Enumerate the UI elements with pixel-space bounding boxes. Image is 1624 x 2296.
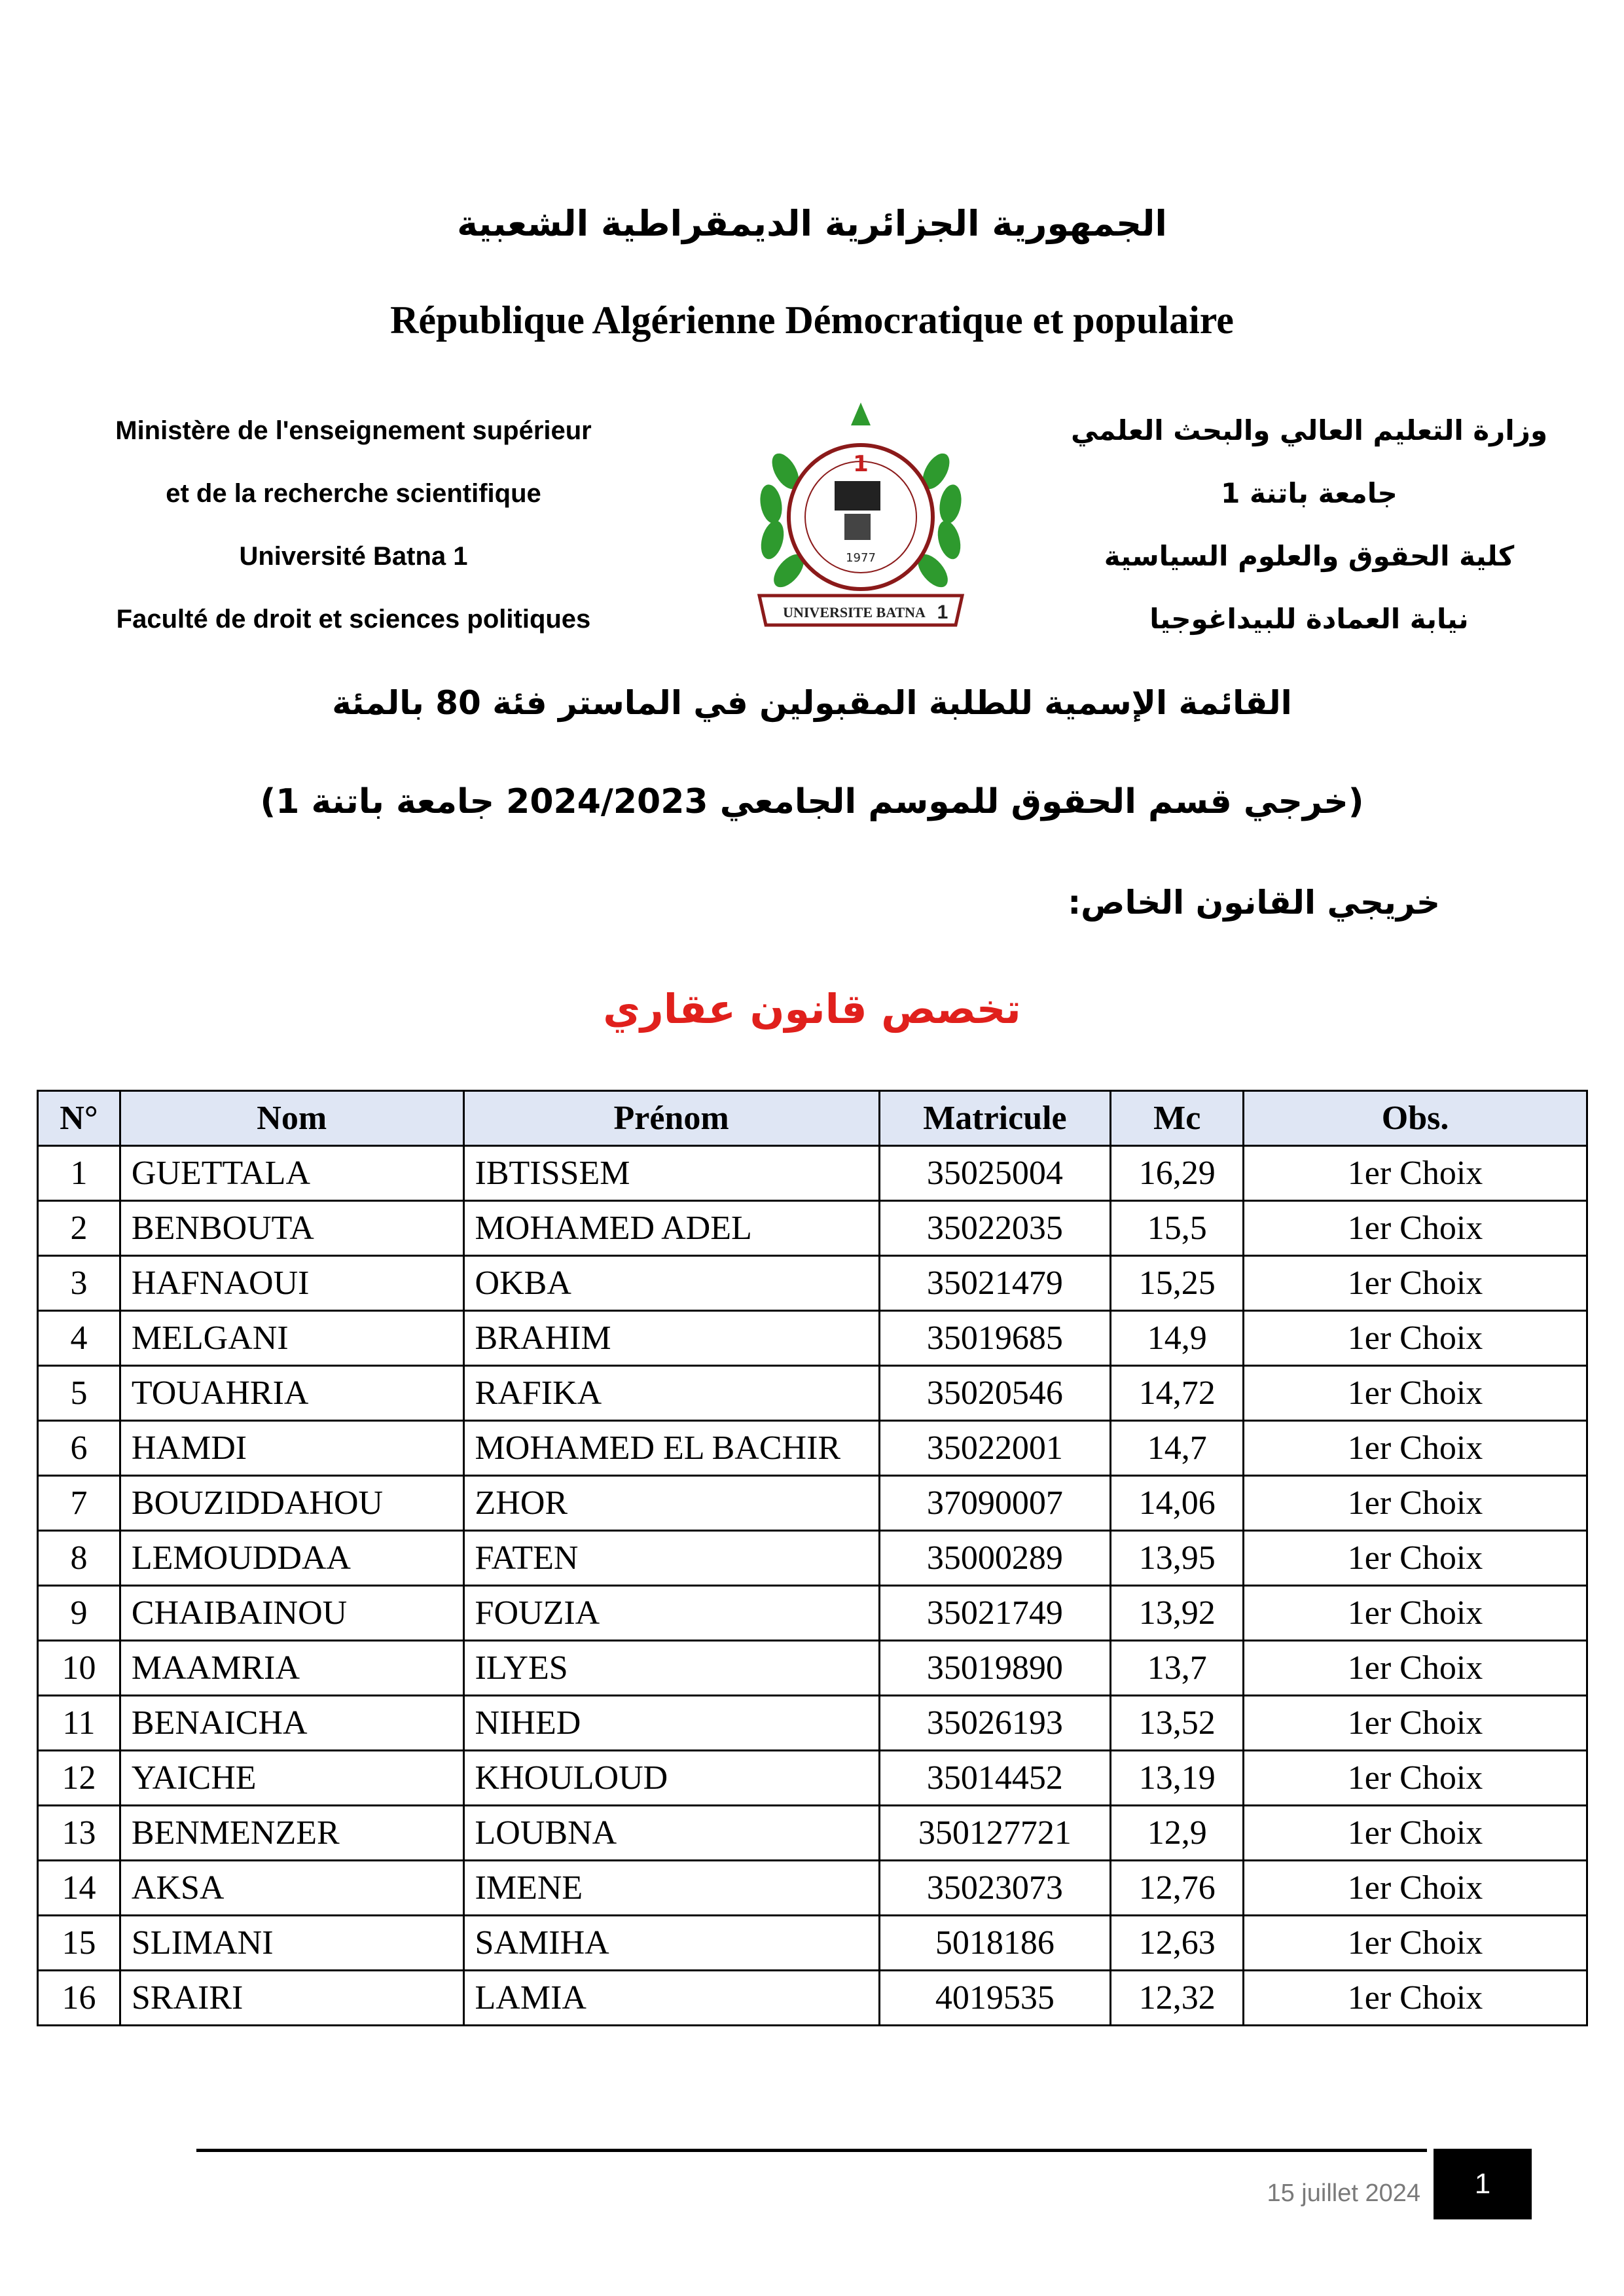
cell-matricule: 350127721 — [879, 1806, 1111, 1861]
cell-nom: BOUZIDDAHOU — [120, 1476, 463, 1531]
university-name-fr: Université Batna 1 — [239, 542, 468, 571]
cell-number: 10 — [38, 1641, 120, 1696]
col-header-prenom: Prénom — [463, 1091, 879, 1146]
faculty-name-ar: كلية الحقوق والعلوم السياسية — [1104, 540, 1515, 572]
table-row — [38, 1201, 1587, 1256]
cell-matricule: 35022035 — [879, 1201, 1111, 1256]
cell-prenom: KHOULOUD — [463, 1751, 879, 1806]
cell-matricule: 37090007 — [879, 1476, 1111, 1531]
cell-nom: MAAMRIA — [120, 1641, 463, 1696]
table-row — [38, 1586, 1587, 1641]
cell-prenom: LOUBNA — [463, 1806, 879, 1861]
table-row — [38, 1256, 1587, 1311]
seal-ribbon-text: UNIVERSITE BATNA — [783, 604, 926, 620]
table-row — [38, 1366, 1587, 1421]
ministry-line-2: et de la recherche scientifique — [166, 479, 541, 508]
cell-number: 5 — [38, 1366, 120, 1421]
cell-prenom: LAMIA — [463, 1971, 879, 2026]
cell-mc: 14,7 — [1111, 1421, 1244, 1476]
cell-number: 11 — [38, 1696, 120, 1751]
cell-obs: 1er Choix — [1244, 1586, 1587, 1641]
cell-mc: 12,32 — [1111, 1971, 1244, 2026]
cell-obs: 1er Choix — [1244, 1971, 1587, 2026]
cell-matricule: 35026193 — [879, 1696, 1111, 1751]
cell-number: 13 — [38, 1806, 120, 1861]
cell-nom: GUETTALA — [120, 1146, 463, 1201]
cell-nom: SLIMANI — [120, 1916, 463, 1971]
cell-number: 15 — [38, 1916, 120, 1971]
cell-matricule: 35023073 — [879, 1861, 1111, 1916]
cell-mc: 13,52 — [1111, 1696, 1244, 1751]
cell-obs: 1er Choix — [1244, 1916, 1587, 1971]
cell-mc: 13,19 — [1111, 1751, 1244, 1806]
cell-matricule: 35014452 — [879, 1751, 1111, 1806]
cell-mc: 16,29 — [1111, 1146, 1244, 1201]
list-subtitle: (خرجي قسم الحقوق للموسم الجامعي 2024/2023 جامعة باتنة 1) — [260, 782, 1364, 821]
cell-matricule: 35019685 — [879, 1311, 1111, 1366]
cell-nom: TOUAHRIA — [120, 1366, 463, 1421]
cell-prenom: BRAHIM — [463, 1311, 879, 1366]
cell-mc: 15,25 — [1111, 1256, 1244, 1311]
table-row — [38, 1531, 1587, 1586]
cell-obs: 1er Choix — [1244, 1476, 1587, 1531]
cell-number: 8 — [38, 1531, 120, 1586]
graduates-label: خريجي القانون الخاص: — [1068, 884, 1440, 922]
cell-nom: BENBOUTA — [120, 1201, 463, 1256]
cell-number: 6 — [38, 1421, 120, 1476]
cell-matricule: 35019890 — [879, 1641, 1111, 1696]
list-title: القائمة الإسمية للطلبة المقبولين في الماستر فئة 80 بالمئة — [332, 684, 1292, 722]
republic-title-ar: الجمهورية الجزائرية الديمقراطية الشعبية — [457, 203, 1167, 244]
cell-nom: LEMOUDDAA — [120, 1531, 463, 1586]
cell-mc: 12,76 — [1111, 1861, 1244, 1916]
cell-mc: 12,9 — [1111, 1806, 1244, 1861]
deanship-ar: نيابة العمادة للبيداغوجيا — [1149, 603, 1469, 635]
cell-obs: 1er Choix — [1244, 1256, 1587, 1311]
svg-text:1977: 1977 — [846, 551, 876, 565]
cell-nom: CHAIBAINOU — [120, 1586, 463, 1641]
cell-prenom: MOHAMED ADEL — [463, 1201, 879, 1256]
cell-mc: 15,5 — [1111, 1201, 1244, 1256]
table-row — [38, 1696, 1587, 1751]
institution-block-fr — [79, 399, 628, 651]
table-row — [38, 1311, 1587, 1366]
cell-prenom: NIHED — [463, 1696, 879, 1751]
cell-obs: 1er Choix — [1244, 1641, 1587, 1696]
cell-obs: 1er Choix — [1244, 1861, 1587, 1916]
table-row — [38, 1751, 1587, 1806]
footer-divider — [196, 2149, 1427, 2152]
cell-nom: MELGANI — [120, 1311, 463, 1366]
cell-obs: 1er Choix — [1244, 1806, 1587, 1861]
table-row — [38, 1421, 1587, 1476]
cell-matricule: 35021479 — [879, 1256, 1111, 1311]
table-row — [38, 1641, 1587, 1696]
cell-prenom: FOUZIA — [463, 1586, 879, 1641]
students-table — [37, 1090, 1588, 2026]
table-row — [38, 1971, 1587, 2026]
cell-nom: HAFNAOUI — [120, 1256, 463, 1311]
cell-obs: 1er Choix — [1244, 1201, 1587, 1256]
cell-number: 1 — [38, 1146, 120, 1201]
cell-mc: 14,06 — [1111, 1476, 1244, 1531]
cell-prenom: IBTISSEM — [463, 1146, 879, 1201]
table-row — [38, 1476, 1587, 1531]
cell-prenom: ZHOR — [463, 1476, 879, 1531]
table-row — [38, 1861, 1587, 1916]
ministry-line-ar: وزارة التعليم العالي والبحث العلمي — [1070, 414, 1548, 446]
col-header-matricule: Matricule — [879, 1091, 1111, 1146]
specialty-title: تخصص قانون عقاري — [603, 985, 1021, 1033]
cell-prenom: RAFIKA — [463, 1366, 879, 1421]
cell-number: 3 — [38, 1256, 120, 1311]
footer-date: 15 juillet 2024 — [1267, 2179, 1420, 2207]
cell-number: 12 — [38, 1751, 120, 1806]
cell-prenom: FATEN — [463, 1531, 879, 1586]
cell-matricule: 35021749 — [879, 1586, 1111, 1641]
cell-obs: 1er Choix — [1244, 1311, 1587, 1366]
institution-block-ar — [1060, 399, 1558, 651]
republic-title-fr: République Algérienne Démocratique et populaire — [390, 298, 1234, 342]
cell-obs: 1er Choix — [1244, 1421, 1587, 1476]
cell-mc: 14,9 — [1111, 1311, 1244, 1366]
cell-nom: AKSA — [120, 1861, 463, 1916]
seal-number: 1 — [937, 601, 948, 623]
cell-nom: HAMDI — [120, 1421, 463, 1476]
page-number: 1 — [1434, 2149, 1532, 2219]
cell-matricule: 35000289 — [879, 1531, 1111, 1586]
cell-obs: 1er Choix — [1244, 1366, 1587, 1421]
cell-nom: BENMENZER — [120, 1806, 463, 1861]
cell-mc: 13,7 — [1111, 1641, 1244, 1696]
cell-nom: BENAICHA — [120, 1696, 463, 1751]
cell-nom: YAICHE — [120, 1751, 463, 1806]
cell-prenom: ILYES — [463, 1641, 879, 1696]
cell-number: 2 — [38, 1201, 120, 1256]
cell-obs: 1er Choix — [1244, 1751, 1587, 1806]
table-row — [38, 1806, 1587, 1861]
cell-obs: 1er Choix — [1244, 1146, 1587, 1201]
col-header-number: N° — [38, 1091, 120, 1146]
cell-obs: 1er Choix — [1244, 1696, 1587, 1751]
cell-matricule: 35020546 — [879, 1366, 1111, 1421]
ministry-line-1: Ministère de l'enseignement supérieur — [115, 416, 592, 445]
svg-text:1: 1 — [853, 451, 869, 477]
table-row — [38, 1146, 1587, 1201]
table-row — [38, 1916, 1587, 1971]
cell-matricule: 35025004 — [879, 1146, 1111, 1201]
col-header-mc: Mc — [1111, 1091, 1244, 1146]
cell-number: 9 — [38, 1586, 120, 1641]
cell-number: 14 — [38, 1861, 120, 1916]
table-header-row — [38, 1091, 1587, 1146]
cell-mc: 12,63 — [1111, 1916, 1244, 1971]
cell-obs: 1er Choix — [1244, 1531, 1587, 1586]
cell-prenom: IMENE — [463, 1861, 879, 1916]
cell-nom: SRAIRI — [120, 1971, 463, 2026]
cell-number: 16 — [38, 1971, 120, 2026]
faculty-name-fr: Faculté de droit et sciences politiques — [116, 605, 591, 634]
cell-matricule: 35022001 — [879, 1421, 1111, 1476]
cell-mc: 13,95 — [1111, 1531, 1244, 1586]
cell-number: 4 — [38, 1311, 120, 1366]
cell-mc: 13,92 — [1111, 1586, 1244, 1641]
cell-matricule: 5018186 — [879, 1916, 1111, 1971]
col-header-nom: Nom — [120, 1091, 463, 1146]
university-name-ar: جامعة باتنة 1 — [1221, 477, 1398, 509]
cell-mc: 14,72 — [1111, 1366, 1244, 1421]
col-header-obs: Obs. — [1244, 1091, 1587, 1146]
cell-prenom: SAMIHA — [463, 1916, 879, 1971]
cell-matricule: 4019535 — [879, 1971, 1111, 2026]
cell-prenom: MOHAMED EL BACHIR — [463, 1421, 879, 1476]
cell-prenom: OKBA — [463, 1256, 879, 1311]
cell-number: 7 — [38, 1476, 120, 1531]
university-seal-icon — [746, 399, 975, 648]
